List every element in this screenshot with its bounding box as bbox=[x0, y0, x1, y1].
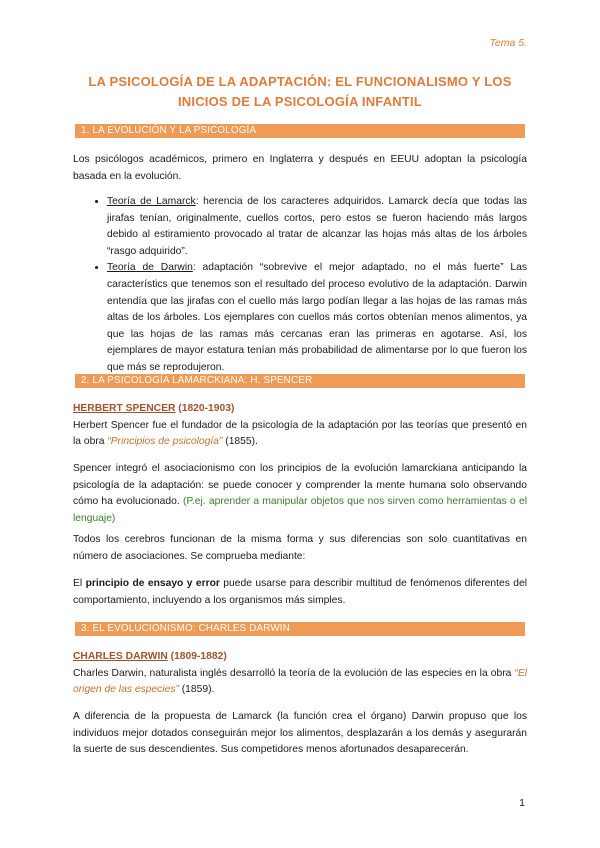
section-3-heading: 3. EL EVOLUCIONISMO: CHARLES DARWIN bbox=[75, 622, 525, 636]
darwin-book: “El origen de las especies” bbox=[73, 667, 527, 696]
spencer-p2-example: (P.ej. aprender a manipular objetos que nos sirven como herramientas o el lenguaje) bbox=[73, 496, 527, 524]
darwin-p2: A diferencia de la propuesta de Lamarck (la función crea el órgano) Darwin propuso que los individuos mejor dotados conseguirán mejor los alimentos, desplazarán a los demás y asegurarán la suerte de sus descendientes. Sus competidores menos afortunados desaparecerán. bbox=[73, 711, 527, 756]
spencer-name: HERBERT SPENCER bbox=[73, 403, 176, 414]
darwin-p1-year: (1859). bbox=[178, 684, 215, 696]
lamarck-term: Teoría de Lamarck bbox=[107, 196, 196, 207]
spencer-p2 bbox=[73, 461, 527, 527]
section-2-heading: 2. LA PSICOLOGÍA LAMARCKIANA: H. SPENCER bbox=[75, 374, 525, 388]
spencer-p1-text: Herbert Spencer fue el fundador de la psicología de la adaptación por las teorías que presentó en la obra bbox=[73, 419, 527, 448]
page-number: 1 bbox=[519, 797, 525, 809]
title-line-2: INICIOS DE LA PSICOLOGÍA INFANTIL bbox=[178, 94, 422, 109]
darwin-intro bbox=[73, 649, 527, 699]
spencer-years: (1820-1903) bbox=[175, 403, 235, 414]
spencer-p3: Todos los cerebros funcionan de la misma forma y sus diferencias son solo cuantitativas en número de asociaciones. Se comprueba mediante: bbox=[73, 534, 527, 562]
trial-and-error-principle: principio de ensayo y error bbox=[85, 578, 220, 589]
spencer-p2-text: Spencer integró el asociacionismo con los principios de la evolución lamarckiana anticipando la psicología de la adaptación: se puede conocer y comprender la mente humana solo observando cómo ha evolucionado. bbox=[73, 463, 527, 508]
section-1-heading: 1. LA EVOLUCIÓN Y LA PSICOLOGÍA bbox=[75, 124, 525, 138]
darwin-name: CHARLES DARWIN bbox=[73, 651, 168, 662]
theory-list bbox=[89, 194, 527, 377]
darwin-p1-text: Charles Darwin, naturalista inglés desarrolló la teoría de la evolución de las especies en la obra bbox=[73, 667, 515, 679]
lamarck-text: : herencia de los caracteres adquiridos. Lamarck decía que todas las jirafas tenían, originalmente, cuellos cortos, pero estos se fueron haciendo más largos debido al estiramiento provocado al tratar de alcanzar las hojas más altas de los árboles “rasgo adquirido”. bbox=[107, 196, 528, 257]
section-1-intro: Los psicólogos académicos, primero en Inglaterra y después en EEUU adoptan la psicología basada en la evolución. bbox=[73, 154, 527, 182]
spencer-p4-a: El bbox=[73, 578, 86, 589]
list-item-lamarck bbox=[107, 194, 527, 260]
spencer-p4 bbox=[73, 576, 527, 609]
theme-label: Tema 5. bbox=[489, 37, 527, 49]
spencer-p1-year: (1855). bbox=[222, 436, 258, 448]
spencer-book: “Principios de psicología” bbox=[107, 436, 223, 448]
page-title bbox=[60, 72, 540, 112]
list-item-darwin bbox=[107, 260, 527, 376]
darwin-years: (1809-1882) bbox=[167, 651, 227, 662]
darwin-text: : adaptación “sobrevive el mejor adaptado, no el más fuerte” Las característics que tenemos son el resultado del proceso evolutivo de la adaptación. Darwin entendía que las jirafas con el cuello más largo podían llegar a las hojas de las ramas más altas de los árboles. Los ejemplares con cuellos más cortos obtenían menos alimentos, ya que las hojas de las ramas más cercanas eran las primeras en agotarse. Así, los ejemplares de mayor estatura tenían más probabilidad de alimentarse por lo que fueron los que más se reprodujeron. bbox=[107, 262, 527, 373]
spencer-intro bbox=[73, 401, 527, 451]
darwin-term: Teoría de Darwin bbox=[107, 262, 193, 274]
spencer-p4-b: puede usarse para describir multitud de fenómenos diferentes del comportamiento, incluyendo a los organismos más simples. bbox=[73, 578, 527, 606]
title-line-1: LA PSICOLOGÍA DE LA ADAPTACIÓN: EL FUNCIONALISMO Y LOS bbox=[88, 74, 512, 89]
